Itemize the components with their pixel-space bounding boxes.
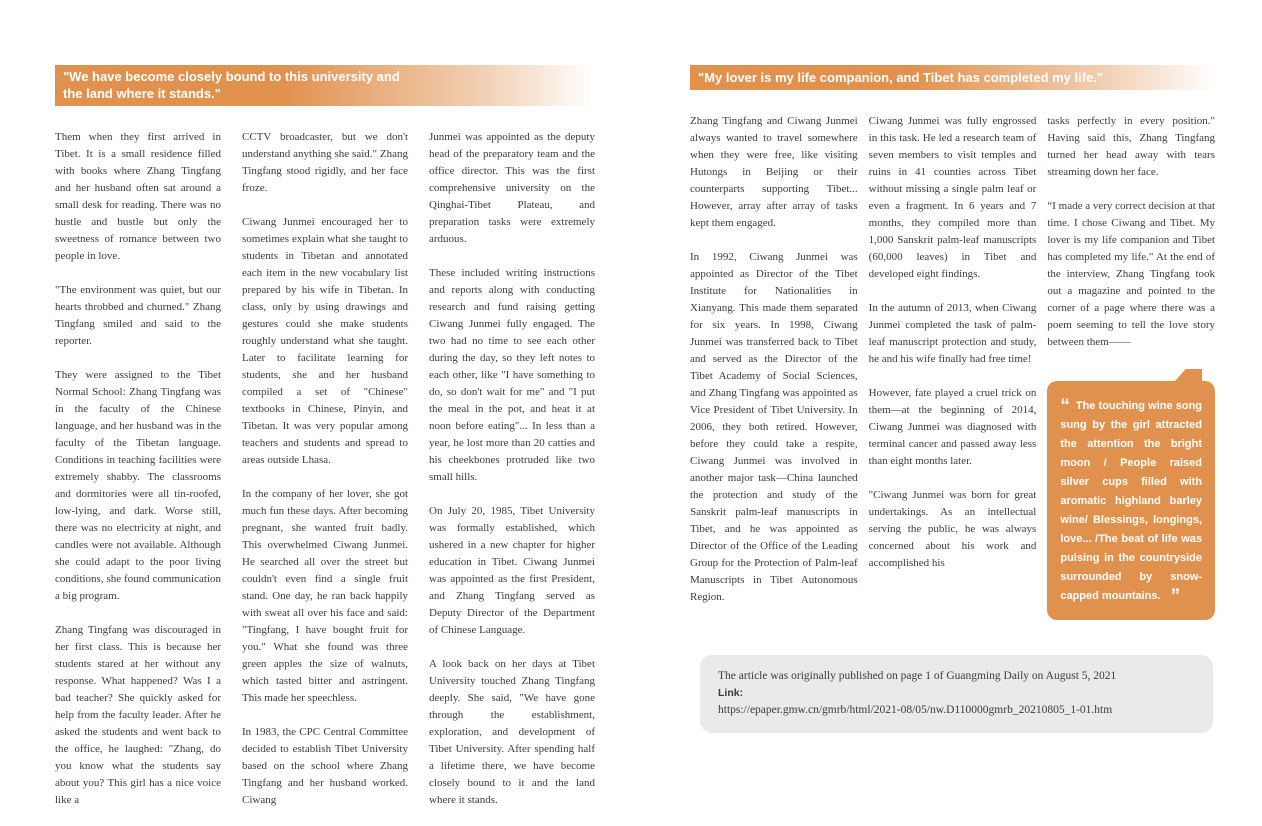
paragraph: However, fate played a cruel trick on them—at the beginning of 2014, Ciwang Junmei was diagnosed with terminal cancer and passed away less than eight months later. (868, 387, 1037, 467)
publication-note: The article was originally published on page 1 of Guangming Daily on August 5, 2021 (718, 670, 1117, 682)
paragraph: Zhang Tingfang was discouraged in her first class. This is because her students stared at her without any response. What happened? Was I a bad teacher? She quickly asked for help from the faculty leader. After he asked the students and went back to the office, he laughed: "Zhang, do you know what the students say about you? This girl has a nice voice like a (55, 624, 221, 806)
paragraph: Ciwang Junmei encouraged her to sometimes explain what she taught to students in Tibetan and annotated each item in the new vocabulary list prepared by his wife in Tibetan. In class, only by using drawings and gestures could she make students roughly understand what she taught. Later to facilitate learning for students, she and her husband compiled a set of "Chinese" textbooks in Chinese, Pinyin, and Tibetan. It was very popular among teachers and students and spread to areas outside Lhasa. (242, 216, 408, 466)
pull-quote-text: The touching wine song sung by the girl attracted the attention the bright moon / People raised silver cups filled with aromatic highland barley wine/ Blessings, longings, love... /The beat of life was pulsing in the countryside surrounded by snow-capped mountains. (1060, 400, 1203, 602)
left-page (55, 65, 595, 826)
paragraph: In the autumn of 2013, when Ciwang Junmei completed the task of palm-leaf manuscript protection and study, he and his wife finally had free time! (868, 302, 1037, 365)
link-label: Link: (718, 687, 744, 699)
paragraph: Ciwang Junmei was fully engrossed in this task. He led a research team of seven members to visit temples and ruins in 41 counties across Tibet without missing a single palm leaf or even a fragment. In 6 years and 7 months, they compiled more than 1,000 Sanskrit palm-leaf manuscripts (60,000 leaves) in Tibet and developed eight findings. (868, 115, 1037, 280)
left-header-line2: the land where it stands." (63, 86, 221, 101)
right-column-2 (869, 113, 1037, 623)
pull-quote-box (1047, 381, 1215, 620)
right-page (690, 65, 1216, 716)
paragraph: CCTV broadcaster, but we don't understand anything she said." Zhang Tingfang stood rigidly, and her face froze. (242, 131, 408, 194)
paragraph: "The environment was quiet, but our hearts throbbed and churned." Zhang Tingfang smiled and said to the reporter. (55, 284, 221, 347)
paragraph: Junmei was appointed as the deputy head of the preparatory team and the office director. This was the first comprehensive university on the Qinghai-Tibet Plateau, and preparation tasks were extremely arduous. (429, 131, 595, 245)
open-quote-icon: “ (1060, 396, 1070, 417)
paragraph: In 1983, the CPC Central Committee decided to establish Tibet University based on the school where Zhang Tingfang and her husband worked. Ciwang (242, 726, 408, 806)
close-quote-icon: ” (1170, 586, 1181, 607)
paragraph: They were assigned to the Tibet Normal School: Zhang Tingfang was in the faculty of the Chinese language, and her husband was in the faculty of the Tibetan language. Conditions in teaching facilities were extremely shabby. The classrooms and dormitories were all tin-roofed, low-lying, and dark. Worse still, there was no electricity at night, and candles were not available. Although she could adapt to the poor living conditions, she found communication a big program. (55, 369, 221, 602)
paragraph: "Ciwang Junmei was born for great undertakings. As an intellectual serving the public, he was always concerned about his work and accomplished his (868, 489, 1037, 569)
right-page-header-banner (690, 65, 1215, 90)
paragraph: In 1992, Ciwang Junmei was appointed as Director of the Tibet Institute for Nationalities in Xianyang. This made them separated for six years. In 1998, Ciwang Junmei was transferred back to Tibet and served as the Director of the Tibet Academy of Social Sciences, and Zhang Tingfang was appointed as Vice President of Tibet University. In 2006, they both retired. However, before they could take a respite, Ciwang Junmei was involved in another major task—China launched the protection and study of the Sanskrit palm-leaf manuscripts in Tibet, and he was appointed as Director of the Office of the Leading Group for the Protection of Palm-leaf Manuscripts in Tibet Autonomous Region. (690, 251, 858, 603)
left-page-header-banner (55, 65, 595, 106)
left-column-1 (55, 129, 221, 826)
left-column-3 (429, 129, 595, 826)
paragraph: Them when they first arrived in Tibet. It is a small residence filled with books where Zhang Tingfang and her husband often sat around a small desk for reading. There was no hustle and bustle but only the sweetness of romance between two people in love. (55, 131, 221, 262)
source-link[interactable]: https://epaper.gmw.cn/gmrb/html/2021-08/05/nw.D110000gmrb_20210805_1-01.htm (718, 704, 1113, 716)
paragraph: In the company of her lover, she got much fun these days. After becoming pregnant, she wanted fruit badly. This overwhelmed Ciwang Junmei. He searched all over the street but couldn't even find a single fruit stand. One day, he ran back happily with sweat all over his face and said: "Tingfang, I have bought fruit for you." What she found was three green apples the size of walnuts, which tasted bitter and astringent. This made her speechless. (242, 488, 408, 704)
left-page-columns (55, 129, 595, 826)
paragraph: Zhang Tingfang and Ciwang Junmei always wanted to travel somewhere when they were free, like visiting Hutongs in Beijing or their counterparts supporting Tibet... However, array after array of tasks kept them engaged. (690, 115, 858, 229)
left-header-line1: "We have become closely bound to this university and (63, 69, 400, 84)
right-header-line: "My lover is my life companion, and Tibet has completed my life." (698, 70, 1104, 85)
paragraph: A look back on her days at Tibet University touched Zhang Tingfang deeply. She said, "We have gone through the establishment, exploration, and development of Tibet University. After spending half a lifetime there, we have become closely bound to it and the land where it stands. (429, 658, 595, 806)
paragraph: These included writing instructions and reports along with conducting research and fund raising getting Ciwang Junmei fully engaged. The two had no time to see each other during the day, so they left notes to each other, like "I have something to do, so don't wait for me" and "I put the meal in the pot, and heat it at noon before eating"... In less than a year, he lost more than 20 catties and his cheekbones protruded like two small hills. (429, 267, 595, 483)
paragraph: “I made a very correct decision at that time. I chose Ciwang and Tibet. My lover is my life companion and Tibet has completed my life." At the end of the interview, Zhang Tingfang took out a magazine and pointed to the corner of a page where there was a poem seeming to tell the love story between them—— (1047, 200, 1216, 348)
right-column-3 (1047, 113, 1215, 623)
left-column-2 (242, 129, 408, 826)
right-page-columns (690, 113, 1215, 623)
paragraph: tasks perfectly in every position." Having said this, Zhang Tingfang turned her head away with tears streaming down her face. (1047, 115, 1216, 178)
source-note-box (700, 655, 1213, 733)
right-column-1 (690, 113, 858, 623)
paragraph: On July 20, 1985, Tibet University was formally established, which ushered in a new chapter for higher education in Tibet. Ciwang Junmei was appointed as the first President, and Zhang Tingfang served as Deputy Director of the Department of Chinese Language. (429, 505, 595, 636)
